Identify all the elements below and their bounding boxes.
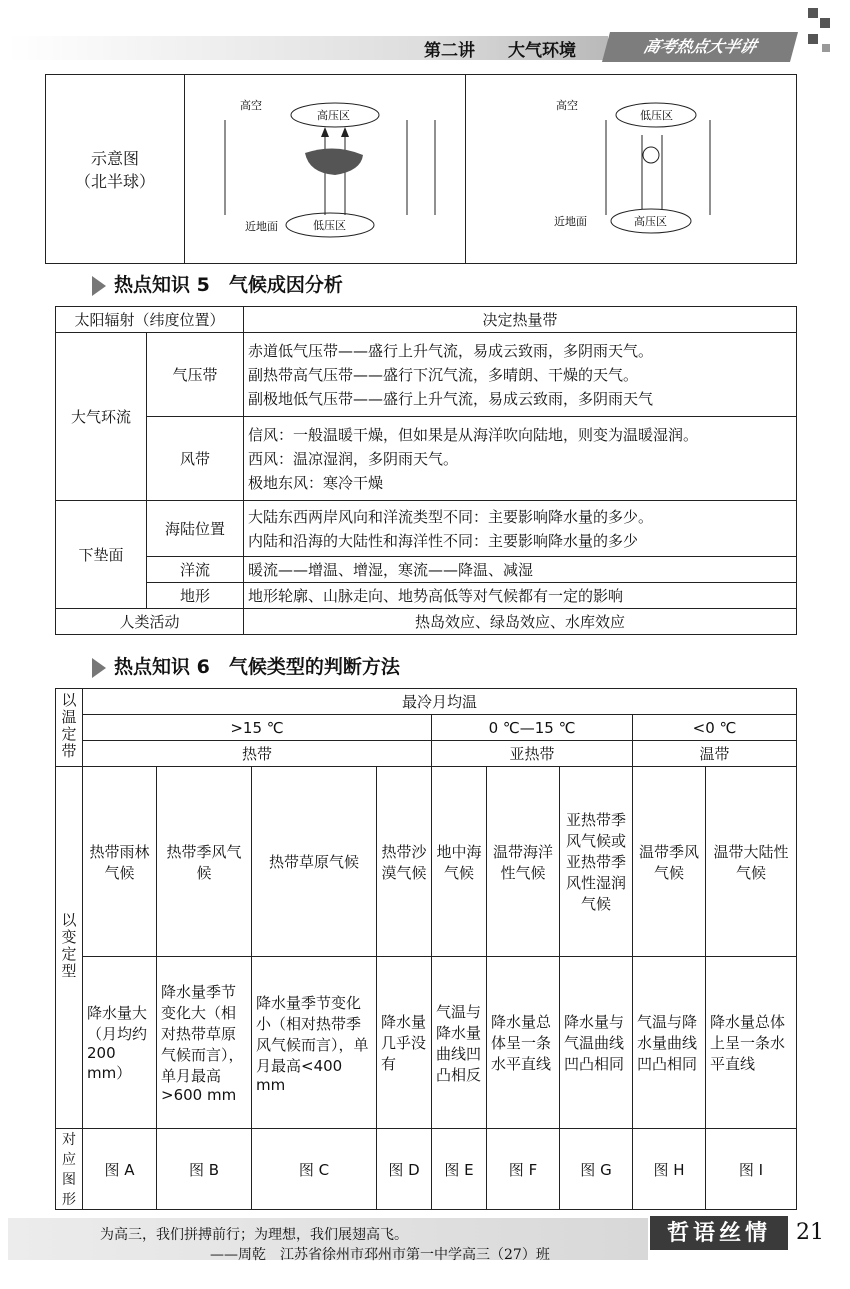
page-number: 21 [796, 1220, 824, 1245]
author-line: ——周乾 江苏省徐州市邳州市第一中学高三（27）班 [210, 1247, 550, 1263]
desc-cell: 降水量总体上呈一条水平直线 [706, 957, 797, 1129]
motto-line: 为高三，我们拼搏前行；为理想，我们展翅高飞。 [100, 1227, 408, 1243]
near-ground-label: 近地面 [554, 215, 587, 228]
text-line: 赤道低气压带——盛行上升气流，易成云致雨，多阴雨天气。 [248, 341, 654, 360]
arrow-up [341, 127, 349, 137]
row-label: 风带 [147, 417, 244, 501]
fig-cell: 图 A [83, 1129, 157, 1210]
header-cell: 决定热量带 [244, 307, 797, 333]
diagram-low-pressure [185, 75, 466, 264]
climate-cause-table [55, 306, 797, 635]
desc-cell: 降水量大（月均约200 mm） [83, 957, 157, 1129]
fig-cell: 图 D [377, 1129, 432, 1210]
desc-cell: 降水量季节变化小（相对热带季风气候而言），单月最高<400 mm [252, 957, 377, 1129]
text-line: 内陆和沿海的大陆性和海洋性不同：主要影响降水量的多少 [248, 531, 639, 550]
type-cell: 热带沙漠气候 [377, 767, 432, 957]
type-cell: 温带海洋性气候 [487, 767, 560, 957]
section-6-text: 热点知识 6 气候类型的判断方法 [114, 656, 400, 678]
row-label: 地形 [147, 583, 244, 609]
fig-cell: 图 G [560, 1129, 633, 1210]
by-temp-label: 以温定带 [59, 691, 78, 760]
type-cell: 热带草原气候 [252, 767, 377, 957]
fig-cell: 图 H [633, 1129, 706, 1210]
bottom-zone-label: 高压区 [634, 215, 667, 228]
bottom-zone-label: 低压区 [313, 219, 346, 232]
human-cell: 热岛效应、绿岛效应、水库效应 [244, 609, 797, 635]
text-line: 副极地低气压带——盛行上升气流，易成云致雨，多阴雨天气 [248, 389, 654, 408]
desc-cell: 气温与降水量曲线凹凸相同 [633, 957, 706, 1129]
text-line: 副热带高气压带——盛行下沉气流，多晴朗、干燥的天气。 [248, 365, 639, 384]
section-5-text: 热点知识 5 气候成因分析 [114, 274, 343, 296]
range-cell: >15 ℃ [83, 715, 432, 741]
sun-icon [643, 147, 659, 163]
text-line: 信风：一般温暖干燥，但如果是从海洋吹向陆地，则变为温暖湿润。 [248, 425, 699, 444]
fig-cell: 图 F [487, 1129, 560, 1210]
by-rain-label: 以变定型 [59, 911, 78, 980]
deco-square [820, 18, 830, 28]
type-cell: 地中海气候 [432, 767, 487, 957]
high-alt-label: 高空 [240, 99, 262, 112]
section-6-title [92, 652, 400, 679]
deco-square [808, 8, 818, 18]
deco-square [822, 44, 830, 52]
pressure-belt-cell [244, 333, 797, 417]
fig-label-cell: 对应图形 [56, 1129, 83, 1210]
chapter-title: 大气环境 [508, 41, 576, 61]
page-footer [0, 1212, 850, 1272]
text-line: 极地东风：寒冷干燥 [248, 473, 384, 492]
desc-cell: 降水量几乎没有 [377, 957, 432, 1129]
header-cell: 太阳辐射（纬度位置） [56, 307, 244, 333]
deco-square [808, 34, 818, 44]
land-sea-cell [244, 501, 797, 557]
type-cell: 温带季风气候 [633, 767, 706, 957]
group-cell: 下垫面 [56, 501, 147, 609]
circulation-diagram-table [45, 74, 797, 264]
high-alt-label: 高空 [556, 99, 578, 112]
fig-cell: 图 C [252, 1129, 377, 1210]
desc-cell: 降水量与气温曲线凹凸相同 [560, 957, 633, 1129]
section-marker-icon [92, 658, 106, 678]
cyclone-diagram [185, 75, 465, 259]
diagram-label: 示意图 （北半球） [46, 75, 185, 264]
desc-cell: 降水量季节变化大（相对热带草原气候而言），单月最高>600 mm [157, 957, 252, 1129]
desc-cell: 降水量总体呈一条水平直线 [487, 957, 560, 1129]
by-rain-cell [56, 767, 83, 1129]
text-line: 西风：温凉湿润，多阴雨天气。 [248, 449, 459, 468]
row-label: 海陆位置 [147, 501, 244, 557]
zone-cell: 热带 [83, 741, 432, 767]
by-temp-cell [56, 689, 83, 767]
lecture-number: 第二讲 [424, 41, 475, 61]
row-label: 气压带 [147, 333, 244, 417]
section-5-title [92, 270, 343, 297]
top-zone-label: 高压区 [317, 109, 350, 122]
cloud-shape [305, 148, 363, 175]
type-cell: 温带大陆性气候 [706, 767, 797, 957]
desc-cell: 气温与降水量曲线凹凸相反 [432, 957, 487, 1129]
fig-cell: 图 I [706, 1129, 797, 1210]
coldest-month-header: 最冷月均温 [83, 689, 797, 715]
text-line: 大陆东西两岸风向和洋流类型不同：主要影响降水量的多少。 [248, 507, 654, 526]
group-cell: 大气环流 [56, 333, 147, 501]
current-cell: 暖流——增温、增湿，寒流——降温、减湿 [244, 557, 797, 583]
type-cell: 亚热带季风气候或亚热带季风性湿润气候 [560, 767, 633, 957]
anticyclone-diagram [466, 75, 796, 259]
zone-cell: 亚热带 [432, 741, 633, 767]
type-cell: 热带季风气候 [157, 767, 252, 957]
near-ground-label: 近地面 [245, 220, 278, 233]
terrain-cell: 地形轮廓、山脉走向、地势高低等对气候都有一定的影响 [244, 583, 797, 609]
series-banner: 高考热点大半讲 [602, 32, 798, 62]
climate-type-table [55, 688, 797, 1210]
zone-cell: 温带 [633, 741, 797, 767]
arrow-up [321, 127, 329, 137]
row-label: 洋流 [147, 557, 244, 583]
range-cell: 0 ℃—15 ℃ [432, 715, 633, 741]
fig-cell: 图 E [432, 1129, 487, 1210]
wind-belt-cell [244, 417, 797, 501]
top-zone-label: 低压区 [640, 109, 673, 122]
range-cell: <0 ℃ [633, 715, 797, 741]
type-cell: 热带雨林气候 [83, 767, 157, 957]
column-badge: 哲语丝情 [650, 1216, 788, 1250]
page-header [0, 30, 850, 64]
section-marker-icon [92, 276, 106, 296]
group-cell: 人类活动 [56, 609, 244, 635]
fig-cell: 图 B [157, 1129, 252, 1210]
diagram-high-pressure [466, 75, 797, 264]
